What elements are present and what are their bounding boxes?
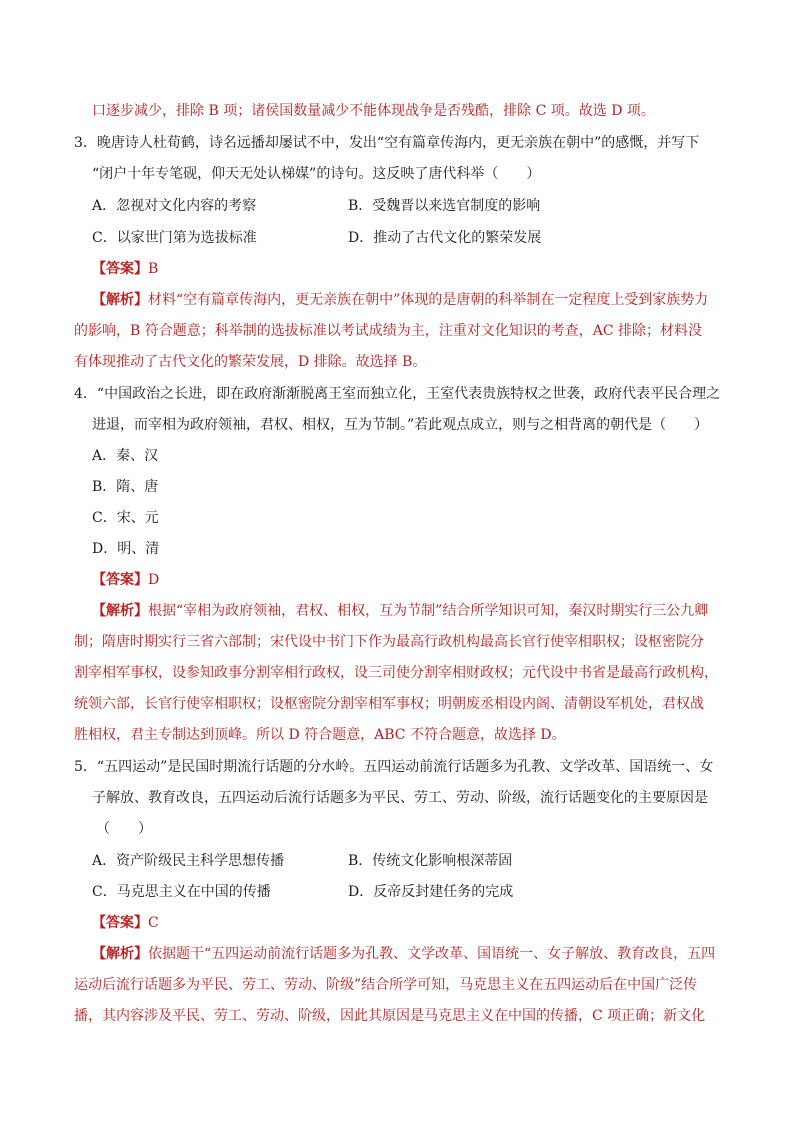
q3-analysis-text1: 材料“空有篇章传海内，更无亲族在朝中”体现的是唐朝的科举制在一定程度上受到家族势力 <box>148 292 709 308</box>
q5-answer-label: 【答案】 <box>92 915 148 931</box>
q4-answer-label: 【答案】 <box>92 572 148 588</box>
q5-answer <box>92 913 159 933</box>
q3-stem-line2: “闭户十年专笔砚，仰天无处认梯媒”的诗句。这反映了唐代科举（ ） <box>92 166 541 182</box>
q4-stem-line1 <box>74 384 720 404</box>
q5-option-a: A．资产阶级民主科学思想传播 <box>92 853 285 869</box>
q3-analysis-line1 <box>92 290 708 310</box>
q4-analysis-line2: 制；隋唐时期实行三省六部制；宋代设中书门下作为最高行政机构最高长官行使宰相职权；设枢密院分 <box>74 634 704 650</box>
q5-analysis-line1 <box>92 944 715 964</box>
q3-analysis-line3: 有体现推动了古代文化的繁荣发展，D 排除。故选择 B。 <box>74 354 427 370</box>
q3-option-a: A．忽视对文化内容的考察 <box>92 198 257 214</box>
q4-number: 4． <box>74 386 97 402</box>
q4-stem-line2: 进退，而宰相为政府领袖，君权、相权，互为节制。”若此观点成立，则与之相背离的朝代是（ ） <box>92 417 709 433</box>
q3-analysis-line2: 的影响，B 符合题意；科举制的选拔标准以考试成绩为主，注重对文化知识的考查，AC 排除；材料没 <box>74 323 703 339</box>
q5-option-c: C．马克思主义在中国的传播 <box>92 884 271 900</box>
q4-option-b: B．隋、唐 <box>92 479 159 495</box>
q3-answer-label: 【答案】 <box>92 261 148 277</box>
q4-option-a: A．秦、汉 <box>92 448 159 464</box>
q4-analysis-line5: 胜相权，君主专制达到顶峰。所以 D 符合题意，ABC 不符合题意，故选择 D。 <box>74 727 566 743</box>
q4-answer-value: D <box>148 572 160 588</box>
q5-option-b: B．传统文化影响根深蒂固 <box>348 853 513 869</box>
q3-answer-value: B <box>148 261 159 277</box>
q5-stem-line1 <box>74 757 713 777</box>
q3-number: 3． <box>74 135 97 151</box>
q5-analysis-line3: 播，其内容涉及平民、劳工、劳动、阶级，因此其原因是马克思主义在中国的传播，C 项正确；新文化 <box>74 1008 706 1024</box>
q4-analysis-label: 【解析】 <box>92 603 148 619</box>
q3-analysis-label: 【解析】 <box>92 292 148 308</box>
q4-option-c: C．宋、元 <box>92 510 159 526</box>
q5-answer-value: C <box>148 915 159 931</box>
q5-option-d: D．反帝反封建任务的完成 <box>348 884 514 900</box>
previous-analysis-continuation: 口逐步减少，排除 B 项；诸侯国数量减少不能体现战争是否残酷，排除 C 项。故选 D 项。 <box>92 103 655 119</box>
q5-stem-line3: （ ） <box>96 821 152 837</box>
q5-analysis-line2: 运动后流行话题多为平民、劳工、劳动、阶级”结合所学可知，马克思主义在五四运动后在中国广泛传 <box>74 977 698 993</box>
q3-stem-line1 <box>74 133 699 153</box>
q5-stem-line2: 子解放、教育改良，五四运动后流行话题多为平民、劳工、劳动、阶级，流行话题变化的主要原因是 <box>92 790 708 806</box>
q3-option-c: C．以家世门第为选拔标准 <box>92 230 257 246</box>
q5-analysis-label: 【解析】 <box>92 946 148 962</box>
q5-stem-text1: “五四运动”是民国时期流行话题的分水岭。五四运动前流行话题多为孔教、文学改革、国语统一、女 <box>96 759 714 775</box>
q4-analysis-text1: 根据“宰相为政府领袖，君权、相权，互为节制”结合所学知识可知，秦汉时期实行三公九卿 <box>148 603 709 619</box>
q5-analysis-text1: 依据题干“五四运动前流行话题多为孔教、文学改革、国语统一、女子解放、教育改良，五四 <box>148 946 716 962</box>
q3-option-d: D．推动了古代文化的繁荣发展 <box>348 230 542 246</box>
q3-stem-text1: 晚唐诗人杜荀鹤，诗名远播却屡试不中，发出“空有篇章传海内，更无亲族在朝中”的感慨，并写下 <box>96 135 700 151</box>
q4-stem-text1: “中国政治之长进，即在政府渐渐脱离王室而独立化，王室代表贵族特权之世袭，政府代表平民合理之 <box>96 386 721 402</box>
q4-option-d: D．明、清 <box>92 541 160 557</box>
q4-answer <box>92 570 159 590</box>
q3-answer <box>92 259 158 279</box>
q4-analysis-line1 <box>92 601 708 621</box>
q4-analysis-line3: 割宰相军事权，设参知政事分割宰相行政权，设三司使分割宰相财政权；元代设中书省是最高行政机构， <box>74 665 718 681</box>
q5-number: 5． <box>74 759 97 775</box>
q3-option-b: B．受魏晋以来选官制度的影响 <box>348 198 541 214</box>
q4-analysis-line4: 统领六部，长官行使宰相职权；设枢密院分割宰相军事权；明朝废丞相设内阁、清朝设军机处，君权战 <box>74 696 704 712</box>
